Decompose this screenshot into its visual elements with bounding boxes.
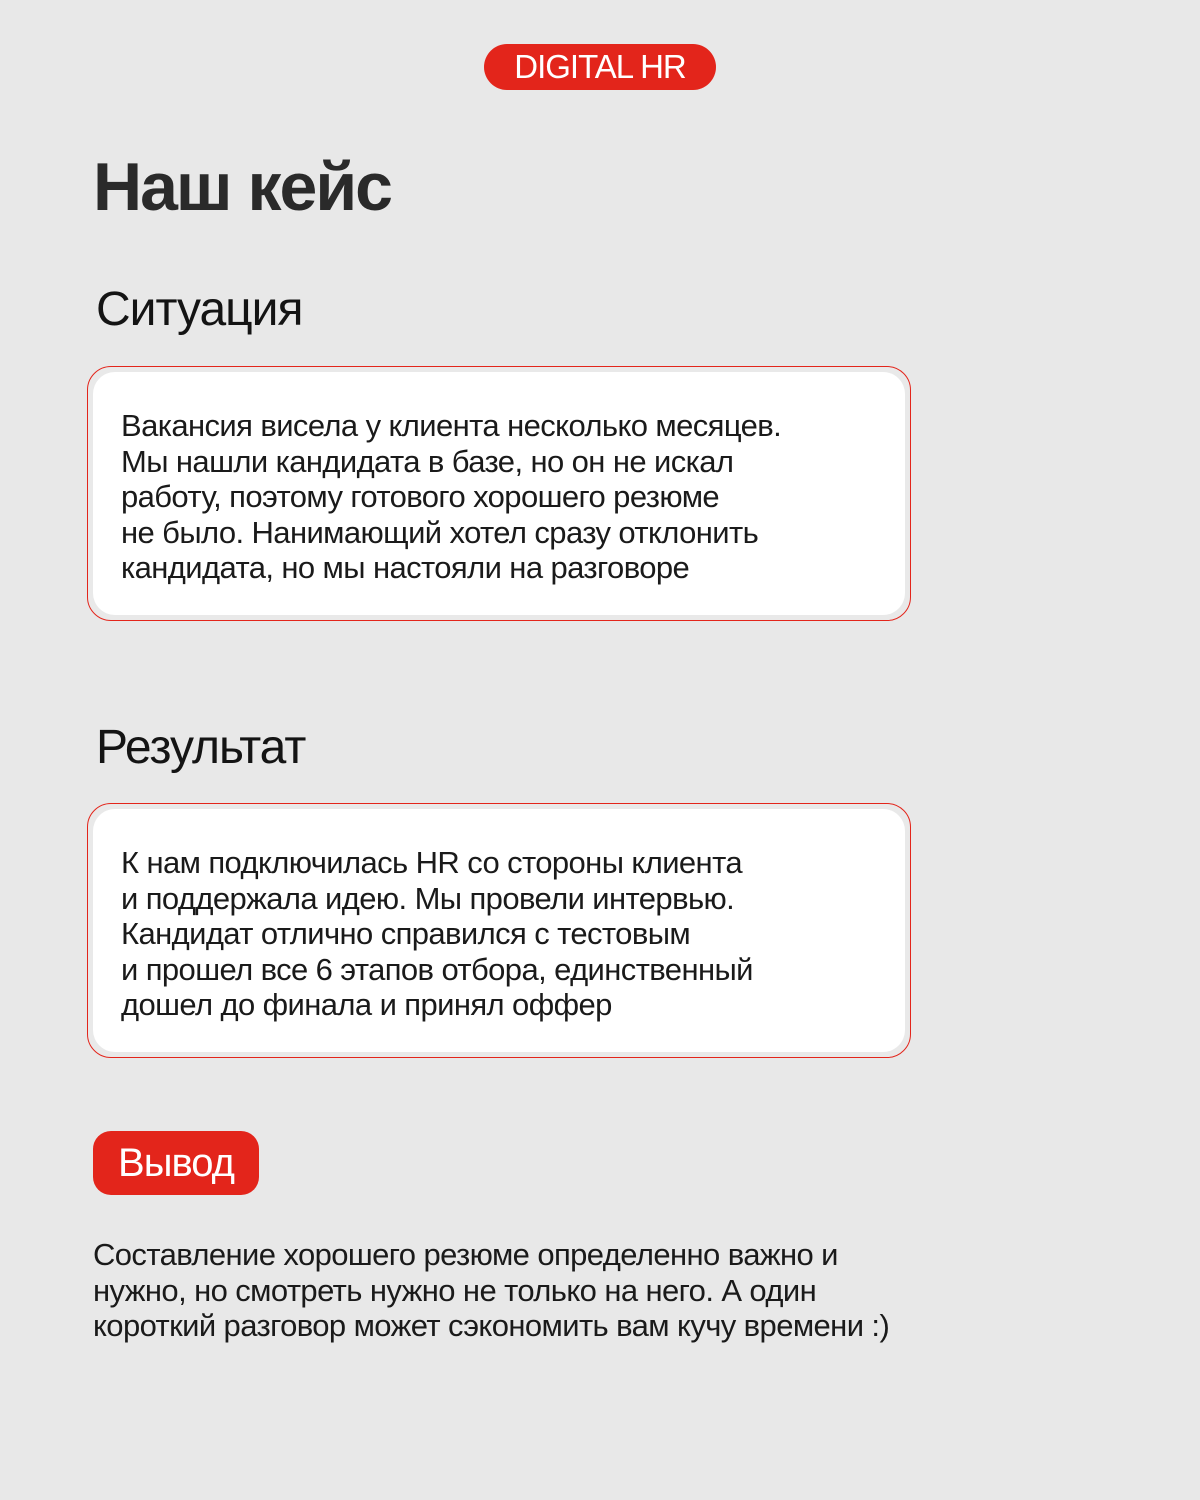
result-heading: Результат — [96, 721, 306, 774]
situation-card-body — [93, 372, 905, 615]
result-card — [87, 803, 911, 1058]
conclusion-text: Составление хорошего резюме определенно важно и нужно, но смотреть нужно не только на него. А один короткий разговор может сэкономить вам кучу времени :) — [93, 1237, 890, 1343]
situation-heading: Ситуация — [96, 283, 303, 336]
situation-text: Вакансия висела у клиента несколько месяцев. Мы нашли кандидата в базе, но он не искал работу, поэтому готового хорошего резюме не было. Нанимающий хотел сразу отклонить кандидата, но мы настояли на разговоре — [121, 408, 782, 585]
conclusion-tag: Вывод — [93, 1131, 259, 1195]
result-card-body — [93, 809, 905, 1052]
result-text: К нам подключилась HR со стороны клиента и поддержала идею. Мы провели интервью. Кандидат отлично справился с тестовым и прошел все 6 этапов отбора, единственный дошел до финала и принял оффер — [121, 845, 753, 1022]
situation-card — [87, 366, 911, 621]
page-title: Наш кейс — [93, 149, 391, 225]
brand-badge: DIGITAL HR — [484, 44, 716, 90]
